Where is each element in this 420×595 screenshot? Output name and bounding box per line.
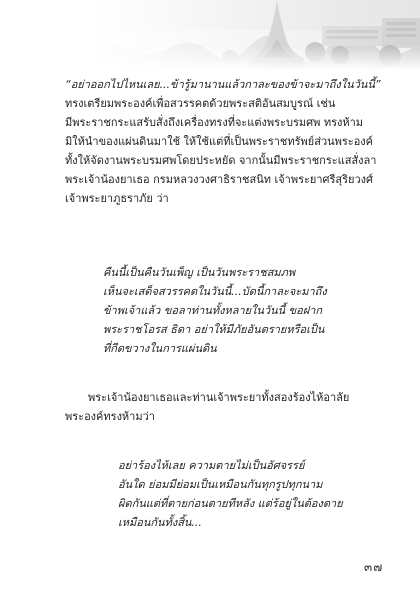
paragraph-1-line-6: พระเจ้าน้องยาเธอ กรมหลวงวงศาธิราชสนิท เจ้าพระยาศรีสุริยวงศ์ xyxy=(65,173,374,186)
paragraph-1-line-4: มิให้นำของแผ่นดินมาใช้ ให้ใช้แต่ที่เป็นพระราชทรัพย์ส่วนพระองค์ xyxy=(65,135,374,148)
paragraph-1-line-3: มีพระราชกระแสรับสั่งถึงเครื่องทรงที่จะแต่งพระบรมศพ ทรงห้าม xyxy=(65,116,364,129)
quote-2-line-3: ผิดกันแต่ที่ตายก่อนตายทีหลัง แต่ร้อยู่ในต้องตาย xyxy=(118,497,343,510)
paragraph-2 xyxy=(65,388,350,426)
paragraph-1-line-5: ทั้งให้จัดงานพระบรมศพโดยประหยัด จากนั้นมีพระราชกระแสสั่งลา xyxy=(65,154,377,167)
quote-1 xyxy=(103,263,327,358)
page-number: ๓๗ xyxy=(364,560,384,574)
quote-1-line-1: คืนนี้เป็นคืนวันเพ็ญ เป็นวันพระราชสมภพ xyxy=(103,266,296,279)
quote-1-line-2: เห็นจะเสด็จสวรรคตในวันนี้...บัดนี้กาละจะมาถึง xyxy=(103,285,327,298)
quote-1-line-4: พระราชโอรส ธิดา อย่าให้มีภัยอันตรายหรือเป็น xyxy=(103,323,325,336)
paragraph-1 xyxy=(65,75,381,208)
paragraph-2-line-1: พระเจ้าน้องยาเธอและท่านเจ้าพระยาทั้งสองร้องไห้อาลัย xyxy=(88,391,350,404)
paragraph-2-line-2: พระองค์ทรงห้ามว่า xyxy=(65,410,155,423)
quote-1-line-5: ที่กีดขวางในการแผ่นดิน xyxy=(103,342,217,355)
header-fade-bottom-overlay xyxy=(90,45,420,70)
paragraph-1-line-1: “อย่าออกไปไหนเลย...ข้ารู้มานานแล้วกาละของข้าจะมาถึงในวันนี้” xyxy=(65,78,381,91)
quote-2 xyxy=(118,456,343,532)
quote-2-line-4: เหมือนกันทั้งสิ้น... xyxy=(118,516,202,529)
paragraph-1-line-2: ทรงเตรียมพระองค์เพื่อสวรรคตด้วยพระสติอันสมบูรณ์ เช่น xyxy=(65,97,336,110)
quote-2-line-2: อันใด ย่อมมีย่อมเป็นเหมือนกันทุกรูปทุกนาม xyxy=(118,478,323,491)
paragraph-1-line-7: เจ้าพระยาภูธราภัย ว่า xyxy=(65,192,169,205)
header-temple-photo xyxy=(90,0,420,70)
quote-2-line-1: อย่าร้องไห้เลย ความตายไม่เป็นอัศจรรย์ xyxy=(118,459,305,472)
quote-1-line-3: ข้าพเจ้าแล้ว ขอลาท่านทั้งหลายในวันนี้ ขอฝาก xyxy=(103,304,323,317)
